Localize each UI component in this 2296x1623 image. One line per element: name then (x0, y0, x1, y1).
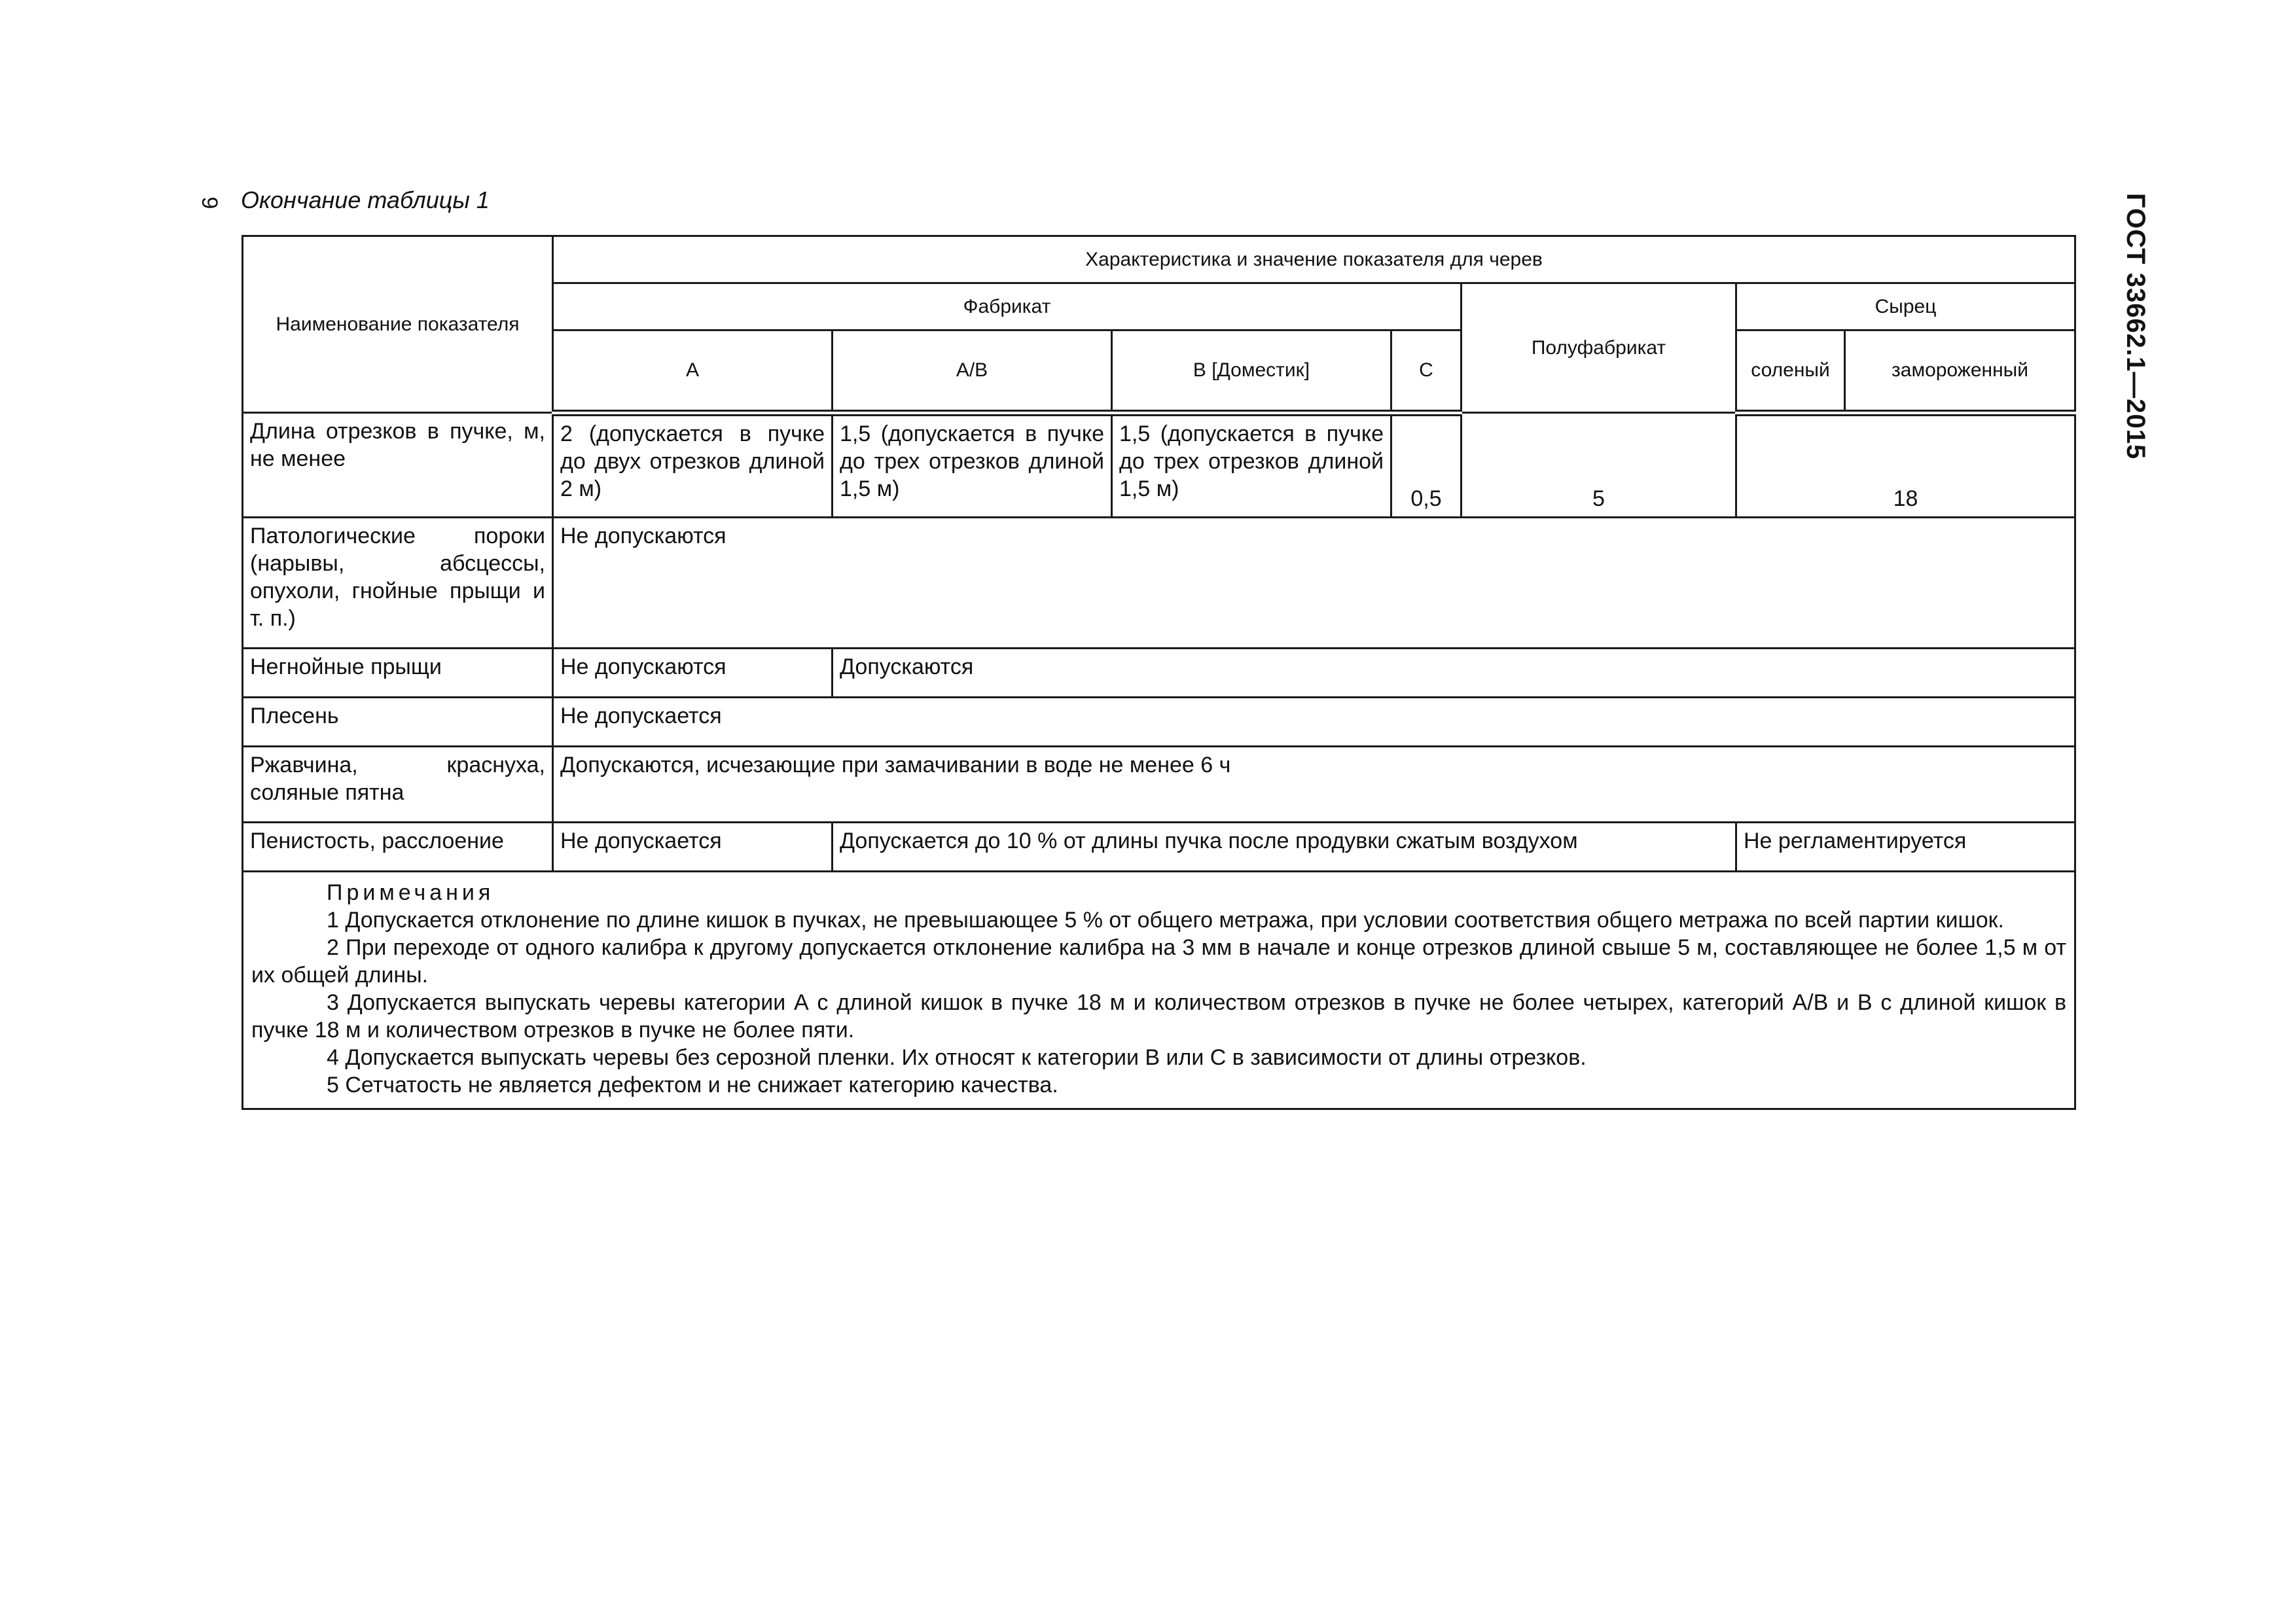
mold-value: Не допускается (553, 698, 2075, 747)
header-fabrikat: Фабрикат (553, 283, 1462, 330)
header-characteristic: Характеристика и значение показателя для черев (553, 236, 2075, 283)
length-cat-c: 0,5 (1391, 413, 1462, 518)
row-name-non-purulent: Негнойные прыщи (243, 649, 553, 698)
length-cat-a: 2 (допускается в пучке до двух отрезков длиной 2 м) (553, 413, 833, 518)
note-item: 4 Допускается выпускать черевы без серозной пленки. Их относят к категории В или С в зависимости от длины отрезков. (327, 1045, 1587, 1070)
row-name-mold: Плесень (243, 698, 553, 747)
header-cat-ab: А/В (833, 330, 1112, 413)
row-name-pathological: Патологические пороки (нарывы, абсцессы, опухоли, гнойные прыщи и т. п.) (243, 518, 553, 649)
row-name-rust: Ржавчина, краснуха, соляные пятна (243, 747, 553, 823)
row-name-length: Длина отрезков в пучке, м, не менее (243, 413, 553, 518)
non-purulent-cat-a: Не допускаются (553, 649, 833, 698)
length-syrets: 18 (1736, 413, 2075, 518)
table-caption: Окончание таблицы 1 (241, 187, 490, 213)
header-polufabrikat: Полуфабрикат (1462, 283, 1736, 413)
page-number: 9 (197, 196, 222, 209)
requirements-table (242, 235, 2076, 1110)
table-row (243, 747, 2075, 823)
table-row (243, 698, 2075, 747)
non-purulent-rest: Допускаются (833, 649, 2075, 698)
note-item: 3 Допускается выпускать черевы категории А с длиной кишок в пучке 18 м и количеством отрезков в пучке не более четырех, категорий А/В и В с длиной кишок в пучке 18 м и количеством отрезков в пучке не более пяти. (251, 990, 2067, 1043)
header-zamorozhennyi: замороженный (1845, 330, 2075, 413)
row-name-foaminess: Пенистость, расслоение (243, 823, 553, 872)
note-item: 5 Сетчатость не является дефектом и не снижает категорию качества. (327, 1073, 1058, 1097)
document-code: ГОСТ 33662.1—2015 (2121, 193, 2150, 460)
rust-value: Допускаются, исчезающие при замачивании в воде не менее 6 ч (553, 747, 2075, 823)
header-cat-a: А (553, 330, 833, 413)
table-row (243, 518, 2075, 649)
foaminess-cat-a: Не допускается (553, 823, 833, 872)
header-cat-c: С (1391, 330, 1462, 413)
foaminess-syrets: Не регламентируется (1736, 823, 2075, 872)
length-cat-ab: 1,5 (допускается в пучке до трех отрезков длиной 1,5 м) (833, 413, 1112, 518)
notes-title: Примечания (327, 880, 495, 905)
notes-cell (243, 872, 2075, 1109)
header-row-1 (243, 236, 2075, 283)
table-row (243, 649, 2075, 698)
header-cat-b: В [Доместик] (1112, 330, 1391, 413)
notes-row (243, 872, 2075, 1109)
note-item: 1 Допускается отклонение по длине кишок в пучках, не превышающее 5 % от общего метража, при условии соответствия общего метража по всей партии кишок. (327, 908, 2004, 933)
table-row (243, 823, 2075, 872)
length-polufabrikat: 5 (1462, 413, 1736, 518)
header-syrets: Сырец (1736, 283, 2075, 330)
header-solenyi: соленый (1736, 330, 1845, 413)
note-item: 2 При переходе от одного калибра к другому допускается отклонение калибра на 3 мм в начале и конце отрезков длиной свыше 5 м, составляющее не более 1,5 м от их общей длины. (251, 935, 2067, 988)
table-row (243, 413, 2075, 518)
header-name: Наименование показателя (243, 236, 553, 413)
length-cat-b: 1,5 (допускается в пучке до трех отрезков длиной 1,5 м) (1112, 413, 1391, 518)
pathological-value: Не допускаются (553, 518, 2075, 649)
foaminess-middle: Допускается до 10 % от длины пучка после продувки сжатым воздухом (833, 823, 1736, 872)
